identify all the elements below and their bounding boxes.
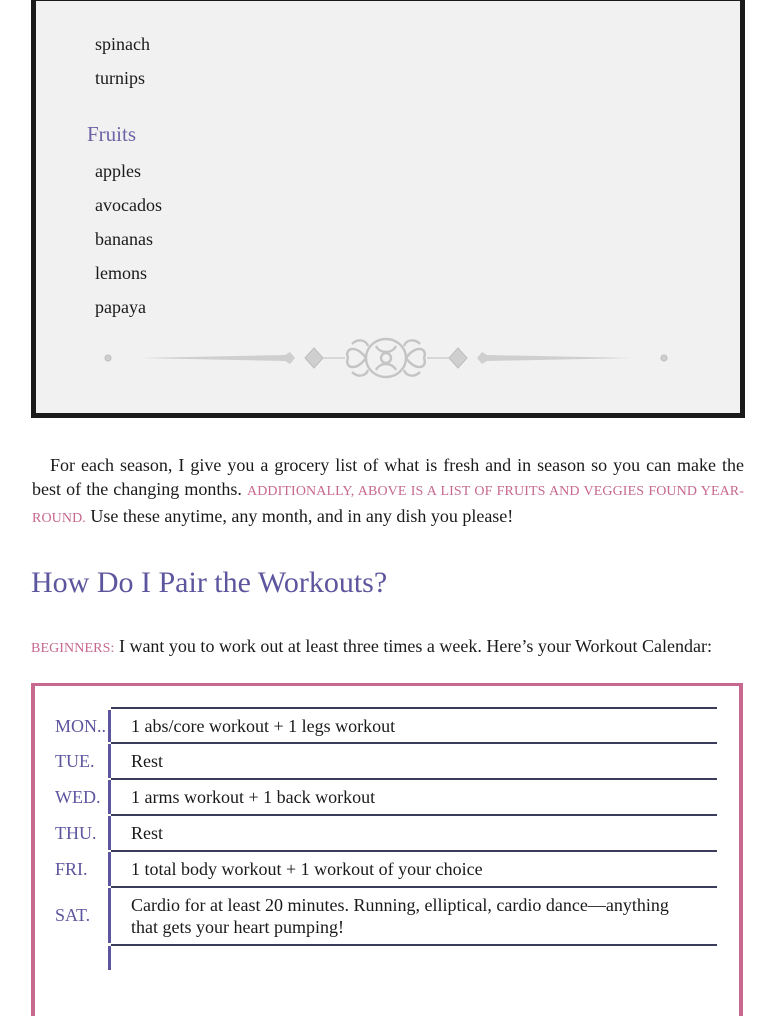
table-row: [55, 710, 717, 742]
day-plan: 1 abs/core workout + 1 legs workout: [131, 716, 396, 736]
table-row: [55, 816, 717, 850]
fruits-heading: Fruits: [87, 122, 137, 146]
table-row: [55, 780, 717, 814]
day-plan: Rest: [131, 751, 164, 771]
day-label: FRI.: [55, 852, 111, 886]
day-label: TUE.: [55, 744, 111, 778]
beginners-text: I want you to work out at least three times a week. Here’s your Workout Calendar:: [118, 636, 713, 656]
table-row: [55, 744, 717, 778]
day-plan: 1 total body workout + 1 workout of your choice: [131, 859, 483, 879]
ornament-divider-icon: [100, 332, 672, 386]
list-item: apples: [95, 161, 141, 181]
beginners-paragraph: [31, 634, 751, 661]
intro-paragraph: [32, 453, 744, 531]
list-item: spinach: [95, 34, 150, 54]
table-row: [55, 946, 717, 976]
intro-text: For each season, I give you a grocery list of what is fresh and in season so you can make the best of the changing months.: [32, 455, 744, 499]
calendar-top-rule: [111, 707, 717, 709]
day-label: WED.: [55, 780, 111, 814]
day-label: MON..: [55, 710, 111, 742]
intro-text-end: Use these anytime, any month, and in any dish you please!: [90, 506, 514, 526]
list-item: lemons: [95, 263, 147, 283]
row-rule: [111, 944, 717, 946]
table-row: [55, 852, 717, 886]
day-plan: Cardio for at least 20 minutes. Running, elliptical, cardio dance—anything that gets your heart pumping!: [131, 894, 669, 937]
day-plan: 1 arms workout + 1 back workout: [131, 787, 376, 807]
section-heading: How Do I Pair the Workouts?: [31, 566, 388, 599]
intro-caps-text: ADDITIONALLY, ABOVE IS A LIST OF FRUITS AND VEGGIES FOUND YEAR-ROUND.: [32, 484, 745, 526]
day-label: THU.: [55, 816, 111, 850]
day-label-empty: [55, 946, 111, 970]
day-label: SAT.: [55, 888, 111, 943]
list-item: bananas: [95, 229, 153, 249]
list-item: papaya: [95, 297, 146, 317]
day-plan: Rest: [131, 823, 164, 843]
list-item: avocados: [95, 195, 162, 215]
table-row: [55, 888, 717, 943]
beginners-label: BEGINNERS:: [31, 641, 115, 656]
list-item: turnips: [95, 68, 146, 88]
